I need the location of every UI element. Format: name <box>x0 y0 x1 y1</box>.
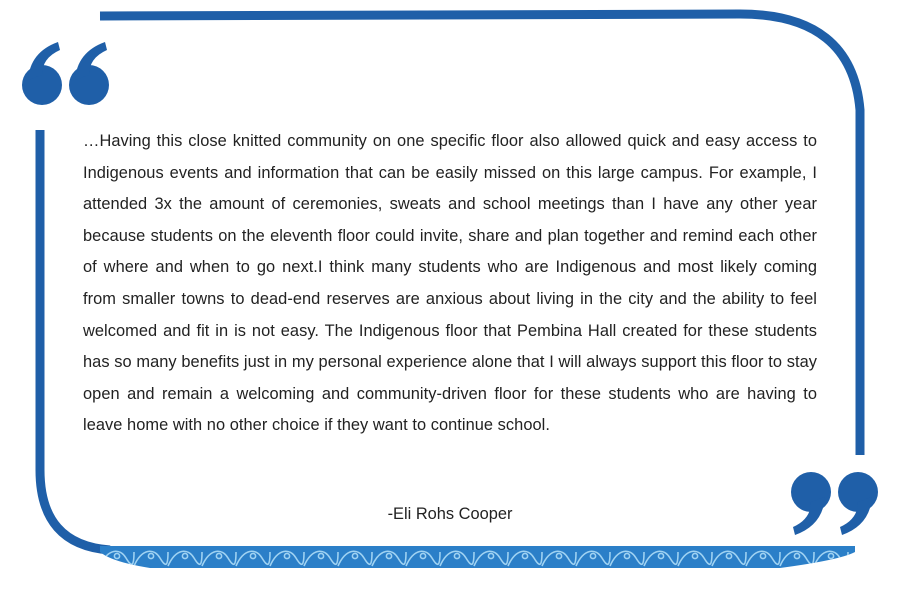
beadwork-pattern-band <box>100 546 882 568</box>
quote-text: …Having this close knitted community on one specific floor also allowed quick and easy access to Indigenous events and information that can be easily missed on this large campus. For example, I attended 3x the amount of ceremonies, sweats and school meetings than I have any other year because students on the eleventh floor could invite, share and plan together and remind each other of where and when to go next.I think many students who are Indigenous and most likely coming from smaller towns to dead-end reserves are anxious about living in the city and the ability to feel welcomed and fit in is not easy. The Indigenous floor that Pembina Hall created for these students has so many benefits just in my personal experience alone that I will always support this floor to stay open and remain a welcoming and community-driven floor for these students who are having to leave home with no other choice if they want to continue school. <box>83 132 817 435</box>
quote-attribution: -Eli Rohs Cooper <box>387 505 513 523</box>
open-quote-icon <box>22 42 109 105</box>
close-quote-icon <box>791 472 878 535</box>
